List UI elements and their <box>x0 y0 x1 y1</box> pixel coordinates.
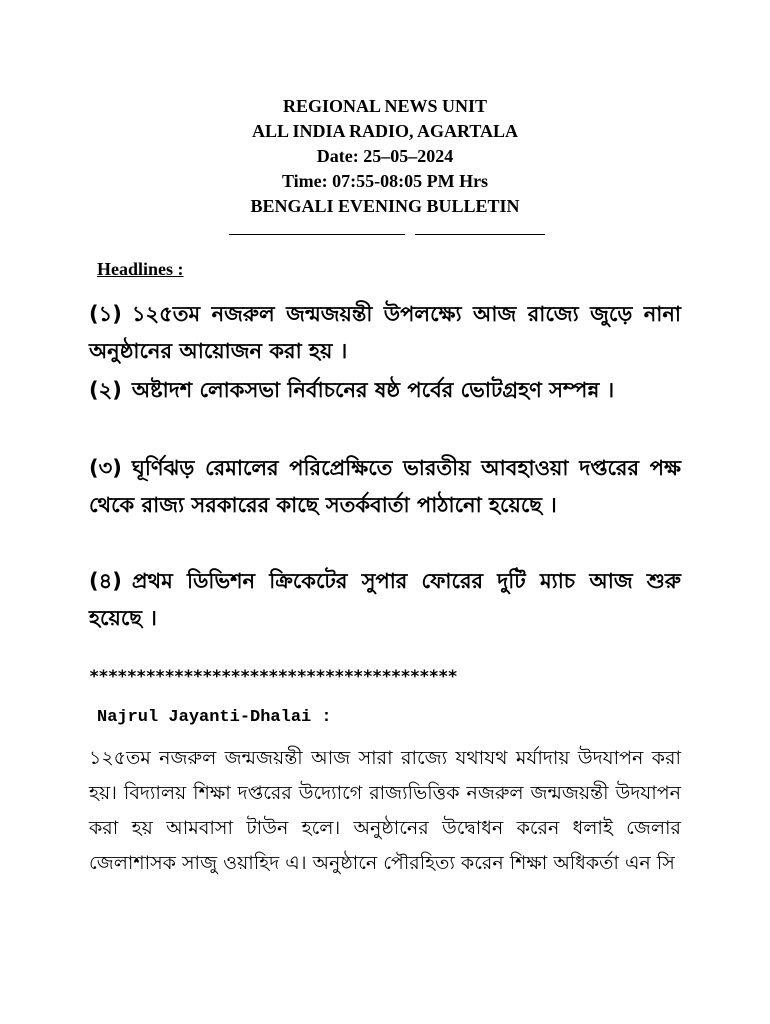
headline-text: ঘূর্ণিঝড় রেমালের পরিপ্রেক্ষিতে ভারতীয় আবহাওয়া দপ্তরের পক্ষ থেকে রাজ্য সরকারের কাছে সতর্কবার্তা পাঠানো হয়েছে । <box>89 456 681 517</box>
headline-number: (২) <box>89 378 122 402</box>
section-separator: *************************************** <box>89 667 457 687</box>
header-bulletin-name: BENGALI EVENING BULLETIN <box>250 196 520 216</box>
header-time: Time: 07:55-08:05 PM Hrs <box>281 171 489 191</box>
header-divider-right <box>415 234 545 235</box>
header-date: Date: 25–05–2024 <box>316 146 454 166</box>
headline-number: (৪) <box>89 569 122 593</box>
headline-item <box>89 296 681 370</box>
story-body: ১২৫তম নজরুল জন্মজয়ন্তী আজ সারা রাজ্যে যথাযথ মর্যাদায় উদযাপন করা হয়। বিদ্যালয় শিক্ষা দপ্তরের উদ্যোগে রাজ্যভিত্তিক নজরুল জন্মজয়ন্তী উদযাপন করা হয় আমবাসা টাউন হলে। অনুষ্ঠানের উদ্বোধন করেন ধলাই জেলার জেলাশাসক সাজু ওয়াহিদ এ। অনুষ্ঠানে পৌরহিত্য করেন শিক্ষা অধিকর্তা এন সি <box>89 747 681 874</box>
headline-text: অষ্টাদশ লোকসভা নির্বাচনের ষষ্ঠ পর্বের ভোটগ্রহণ সম্পন্ন । <box>131 378 615 402</box>
story-title: Najrul Jayanti-Dhalai : <box>97 708 332 727</box>
headline-item <box>89 372 681 409</box>
header-station: ALL INDIA RADIO, AGARTALA <box>251 121 519 141</box>
headlines-label: Headlines : <box>97 259 184 279</box>
headline-item <box>89 450 681 524</box>
header-divider-left <box>229 234 405 235</box>
headline-item <box>89 563 681 637</box>
bulletin-header <box>0 94 770 219</box>
headline-number: (৩) <box>89 456 122 480</box>
headline-number: (১) <box>89 302 122 326</box>
headline-text: প্রথম ডিভিশন ক্রিকেটের সুপার ফোরের দুটি ম্যাচ আজ শুরু হয়েছে । <box>89 569 681 630</box>
headline-text: ১২৫তম নজরুল জন্মজয়ন্তী উপলক্ষ্যে আজ রাজ্যে জুড়ে নানা অনুষ্ঠানের আয়োজন করা হয় । <box>89 302 681 363</box>
header-unit: REGIONAL NEWS UNIT <box>282 96 488 116</box>
